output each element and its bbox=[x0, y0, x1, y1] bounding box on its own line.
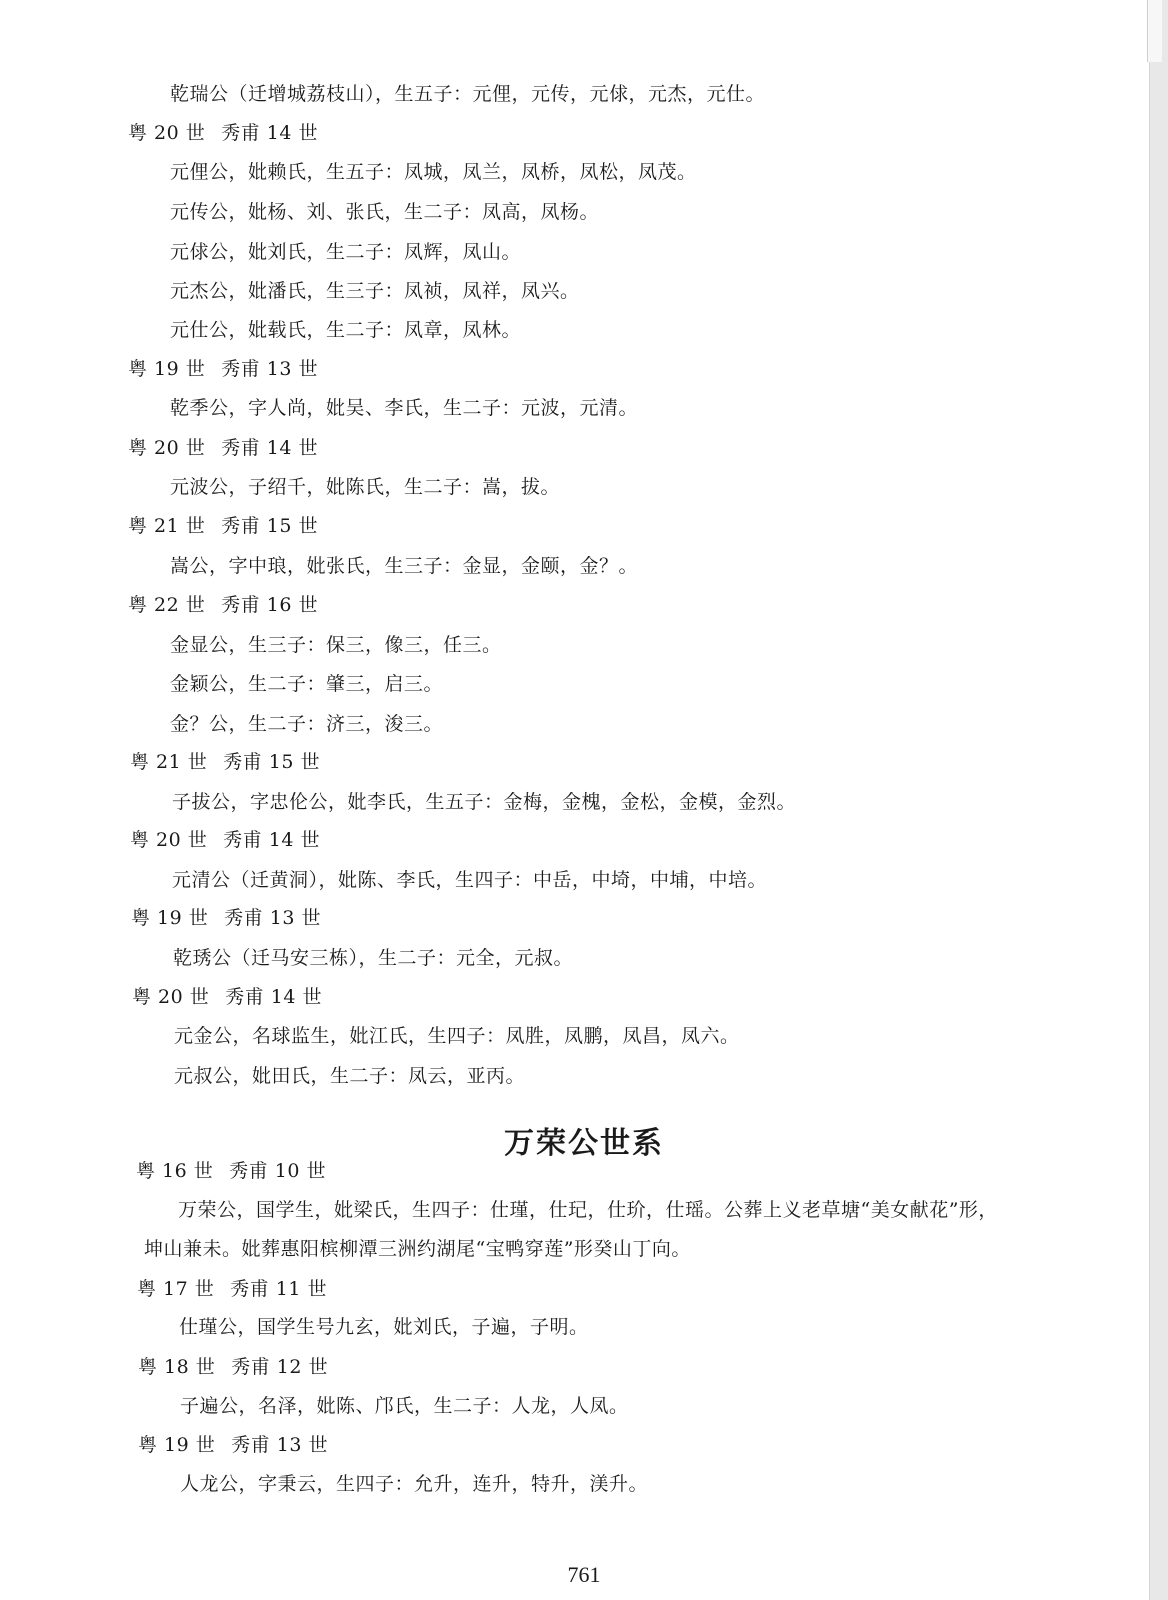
yue-generation: 粤 20 世 bbox=[128, 122, 206, 144]
ancestor-entry: 元叔公，妣田氏，生二子：凤云，亚丙。 bbox=[174, 1065, 526, 1087]
generation-heading bbox=[132, 985, 322, 1009]
xiufu-generation: 秀甫 13 世 bbox=[224, 907, 322, 929]
yue-generation: 粤 19 世 bbox=[128, 358, 206, 380]
generation-heading bbox=[131, 906, 321, 930]
yue-generation: 粤 20 世 bbox=[132, 986, 210, 1008]
yue-generation: 粤 21 世 bbox=[128, 515, 206, 537]
xiufu-generation: 秀甫 10 世 bbox=[229, 1160, 327, 1182]
generation-heading bbox=[136, 1159, 326, 1183]
yue-generation: 粤 16 世 bbox=[136, 1160, 214, 1182]
generation-heading bbox=[137, 1277, 327, 1301]
yue-generation: 粤 17 世 bbox=[137, 1278, 215, 1300]
generation-heading bbox=[138, 1433, 328, 1457]
yue-generation: 粤 19 世 bbox=[131, 907, 209, 929]
xiufu-generation: 秀甫 14 世 bbox=[221, 437, 319, 459]
ancestor-entry: 元杰公，妣潘氏，生三子：凤祯，凤祥，凤兴。 bbox=[170, 280, 580, 302]
yue-generation: 粤 22 世 bbox=[128, 594, 206, 616]
xiufu-generation: 秀甫 14 世 bbox=[221, 122, 319, 144]
xiufu-generation: 秀甫 16 世 bbox=[221, 594, 319, 616]
generation-heading bbox=[128, 436, 318, 460]
xiufu-generation: 秀甫 13 世 bbox=[221, 358, 319, 380]
section-title: 万荣公世系 bbox=[504, 1126, 664, 1161]
ancestor-entry: 金？公，生二子：济三，浚三。 bbox=[170, 713, 444, 735]
generation-heading bbox=[138, 1355, 328, 1379]
ancestor-entry: 乾季公，字人尚，妣吴、李氏，生二子：元波，元清。 bbox=[170, 397, 639, 419]
ancestor-entry: 乾琇公（迁马安三栋），生二子：元全，元叔。 bbox=[173, 947, 574, 969]
generation-heading bbox=[128, 514, 318, 538]
ancestor-entry: 子遍公，名泽，妣陈、邝氏，生二子：人龙，人凤。 bbox=[180, 1395, 629, 1417]
ancestor-entry: 金颖公，生二子：肇三，启三。 bbox=[170, 673, 444, 695]
ancestor-entry: 元清公（迁黄洞），妣陈、李氏，生四子：中岳，中埼，中埔，中培。 bbox=[172, 869, 768, 891]
yue-generation: 粤 20 世 bbox=[130, 829, 208, 851]
xiufu-generation: 秀甫 14 世 bbox=[223, 829, 321, 851]
entry-continuation: 坤山兼未。妣葬惠阳槟柳潭三洲约湖尾“宝鸭穿莲”形癸山丁向。 bbox=[144, 1238, 691, 1260]
ancestor-entry: 元俚公，妣赖氏，生五子：凤城，凤兰，凤桥，凤松，凤茂。 bbox=[170, 161, 697, 183]
ancestor-entry: 子拔公，字忠伦公，妣李氏，生五子：金梅，金槐，金松，金模，金烈。 bbox=[172, 791, 797, 813]
page-number: 761 bbox=[567, 1562, 601, 1587]
xiufu-generation: 秀甫 11 世 bbox=[230, 1278, 328, 1300]
yue-generation: 粤 18 世 bbox=[138, 1356, 216, 1378]
generation-heading bbox=[128, 593, 318, 617]
yue-generation: 粤 20 世 bbox=[128, 437, 206, 459]
generation-heading bbox=[128, 121, 318, 145]
yue-generation: 粤 21 世 bbox=[130, 751, 208, 773]
xiufu-generation: 秀甫 15 世 bbox=[223, 751, 321, 773]
ancestor-entry: 元传公，妣杨、刘、张氏，生二子：凤高，凤杨。 bbox=[170, 201, 600, 223]
xiufu-generation: 秀甫 14 世 bbox=[225, 986, 323, 1008]
ancestor-entry: 人龙公，字秉云，生四子：允升，连升，特升，渼升。 bbox=[180, 1473, 649, 1495]
generation-heading bbox=[130, 828, 320, 852]
ancestor-entry: 乾瑞公（迁增城荔枝山），生五子：元俚，元传，元俅，元杰，元仕。 bbox=[170, 83, 766, 105]
ancestor-entry: 元金公，名球监生，妣江氏，生四子：凤胜，凤鹏，凤昌，凤六。 bbox=[174, 1025, 740, 1047]
generation-heading bbox=[128, 357, 318, 381]
ancestor-entry: 元俅公，妣刘氏，生二子：凤辉，凤山。 bbox=[170, 241, 522, 263]
scan-edge bbox=[1149, 0, 1168, 1600]
xiufu-generation: 秀甫 12 世 bbox=[231, 1356, 329, 1378]
ancestor-entry: 万荣公，国学生，妣梁氏，生四子：仕瑾，仕玘，仕玠，仕瑶。公葬上义老草塘“美女献花”形， bbox=[178, 1199, 998, 1221]
ancestor-entry: 金显公，生三子：保三，像三，任三。 bbox=[170, 634, 502, 656]
yue-generation: 粤 19 世 bbox=[138, 1434, 216, 1456]
scan-corner bbox=[1147, 0, 1162, 62]
ancestor-entry: 嵩公，字中琅，妣张氏，生三子：金显，金颐，金？。 bbox=[170, 555, 639, 577]
generation-heading bbox=[130, 750, 320, 774]
ancestor-entry: 元仕公，妣载氏，生二子：凤章，凤林。 bbox=[170, 319, 522, 341]
xiufu-generation: 秀甫 13 世 bbox=[231, 1434, 329, 1456]
xiufu-generation: 秀甫 15 世 bbox=[221, 515, 319, 537]
ancestor-entry: 仕瑾公，国学生号九玄，妣刘氏，子遍，子明。 bbox=[179, 1316, 589, 1338]
ancestor-entry: 元波公，子绍千，妣陈氏，生二子：嵩，拔。 bbox=[170, 476, 561, 498]
